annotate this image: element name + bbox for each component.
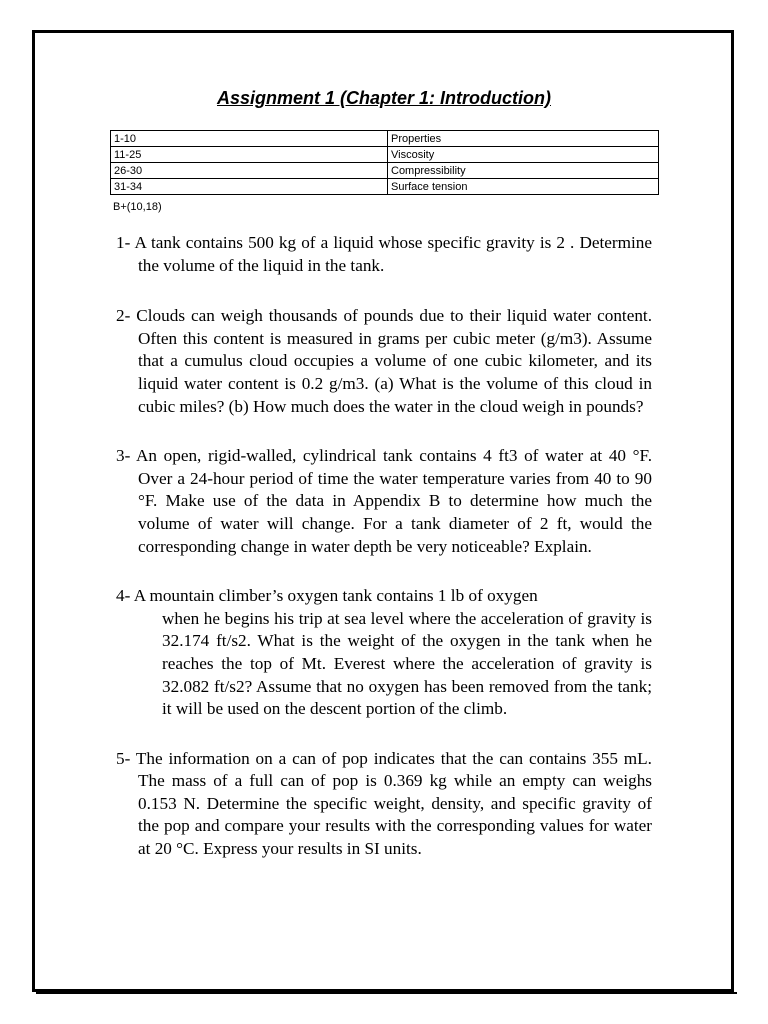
problem-3 bbox=[116, 445, 652, 558]
table-row bbox=[111, 131, 659, 147]
problem-text: Clouds can weigh thousands of pounds due to their liquid water content. Often this content is measured in grams per cubic meter (g/m3). Assume that a cumulus cloud occupies a volume of one cubic kilometer, and its liquid water content is 0.2 g/m3. (a) What is the volume of this cloud in cubic miles? (b) How much does the water in the cloud weigh in pounds? bbox=[136, 306, 652, 416]
range-cell: 26-30 bbox=[111, 163, 388, 179]
table-row bbox=[111, 163, 659, 179]
topic-cell: Properties bbox=[388, 131, 659, 147]
range-cell: 11-25 bbox=[111, 147, 388, 163]
problem-number: 1- bbox=[116, 233, 131, 252]
assignment-title: Assignment 1 (Chapter 1: Introduction) bbox=[216, 88, 551, 108]
problem-text: The information on a can of pop indicates that the can contains 355 mL. The mass of a full can of pop is 0.369 kg while an empty can weighs 0.153 N. Determine the specific weight, density, and specific gravity of the pop and compare your results with the corresponding values for water at 20 °C. Express your results in SI units. bbox=[135, 748, 652, 859]
page-border-shadow bbox=[36, 992, 737, 994]
range-cell: 1-10 bbox=[111, 131, 388, 147]
table-row bbox=[111, 147, 659, 163]
problem-5 bbox=[116, 748, 652, 861]
problem-number: 4- bbox=[116, 586, 131, 606]
problem-4 bbox=[116, 585, 652, 721]
topic-cell: Compressibility bbox=[388, 163, 659, 179]
topic-cell: Surface tension bbox=[388, 179, 659, 195]
table-row bbox=[111, 179, 659, 195]
problem-text: An open, rigid-walled, cylindrical tank contains 4 ft3 of water at 40 °F. Over a 24-hour period of time the water temperature varies from 40 to 90 °F. Make use of the data in Appendix B to determine how much the volume of water will change. For a tank diameter of 2 ft, would the corresponding change in water depth be very noticeable? Explain. bbox=[136, 446, 652, 556]
problem-number: 3- bbox=[116, 446, 131, 466]
problem-text: A tank contains 500 kg of a liquid whose specific gravity is 2 . Determine the volume of the liquid in the tank. bbox=[134, 233, 652, 275]
problem-range-table bbox=[110, 130, 659, 195]
problem-2 bbox=[116, 305, 652, 418]
problem-list bbox=[116, 232, 652, 861]
range-cell: 31-34 bbox=[111, 179, 388, 195]
problem-number: 5- bbox=[116, 748, 131, 768]
problem-first-line: A mountain climber’s oxygen tank contains 1 lb of oxygen bbox=[133, 586, 538, 606]
problem-text: when he begins his trip at sea level where the acceleration of gravity is 32.174 ft/s2. What is the weight of the oxygen in the tank when he reaches the top of Mt. Everest where the acceleration of gravity is 32.082 ft/s2? Assume that no oxygen has been removed from the tank; it will be used on the descent portion of the climb. bbox=[162, 608, 652, 719]
topic-cell: Viscosity bbox=[388, 147, 659, 163]
problem-1 bbox=[116, 232, 652, 277]
problem-number: 2- bbox=[116, 306, 131, 326]
grade-note: B+(10,18) bbox=[113, 201, 162, 213]
